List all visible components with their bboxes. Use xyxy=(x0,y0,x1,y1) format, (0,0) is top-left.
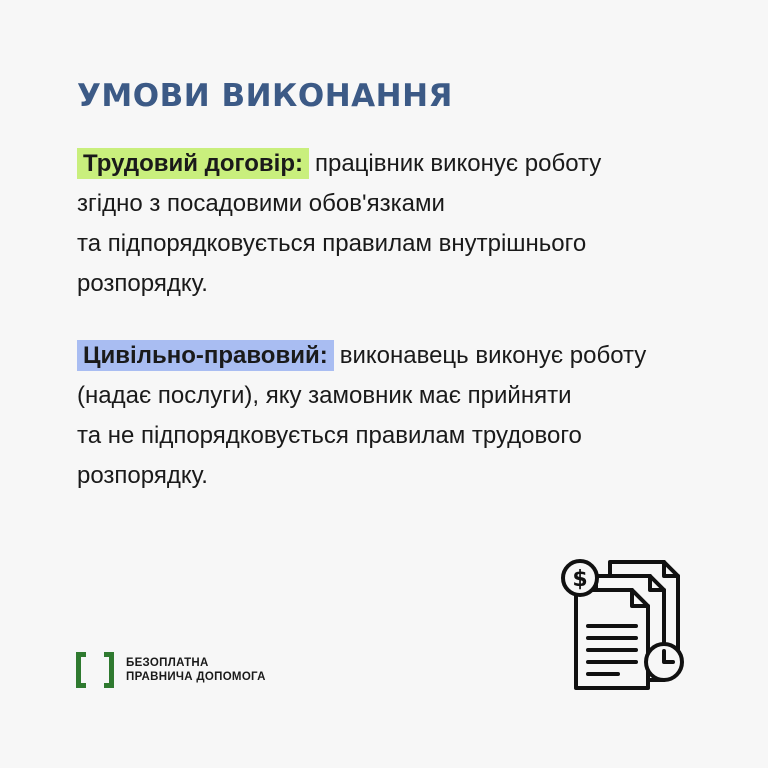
civil-text-1: виконавець виконує роботу xyxy=(339,342,647,369)
logo-text xyxy=(126,656,266,684)
civil-contract-block xyxy=(77,336,727,496)
civil-line-2: (надає послуги), яку замовник має прийняти xyxy=(77,382,572,409)
labor-term-highlight: Трудовий договір: xyxy=(77,148,309,179)
logo-line-2: ПРАВНИЧА ДОПОМОГА xyxy=(126,671,266,683)
labor-text-1: працівник виконує роботу xyxy=(314,150,602,177)
logo-brackets-icon xyxy=(76,652,114,688)
logo xyxy=(76,652,266,688)
svg-text:$: $ xyxy=(572,567,588,592)
civil-line-1 xyxy=(77,336,727,376)
civil-term-highlight: Цивільно-правовий: xyxy=(77,340,334,371)
civil-line-4: розпорядку. xyxy=(77,462,208,489)
civil-line-3: та не підпорядковується правилам трудового xyxy=(77,422,582,449)
documents-money-clock-icon xyxy=(552,556,692,692)
logo-line-1: БЕЗОПЛАТНА xyxy=(126,657,209,669)
labor-line-1 xyxy=(77,144,727,184)
labor-line-2: згідно з посадовими обов'язками xyxy=(77,190,445,217)
page-title: УМОВИ ВИКОНАННЯ xyxy=(77,78,453,114)
labor-line-4: розпорядку. xyxy=(77,270,208,297)
labor-contract-block xyxy=(77,144,727,304)
labor-line-3: та підпорядковується правилам внутрішнього xyxy=(77,230,587,257)
